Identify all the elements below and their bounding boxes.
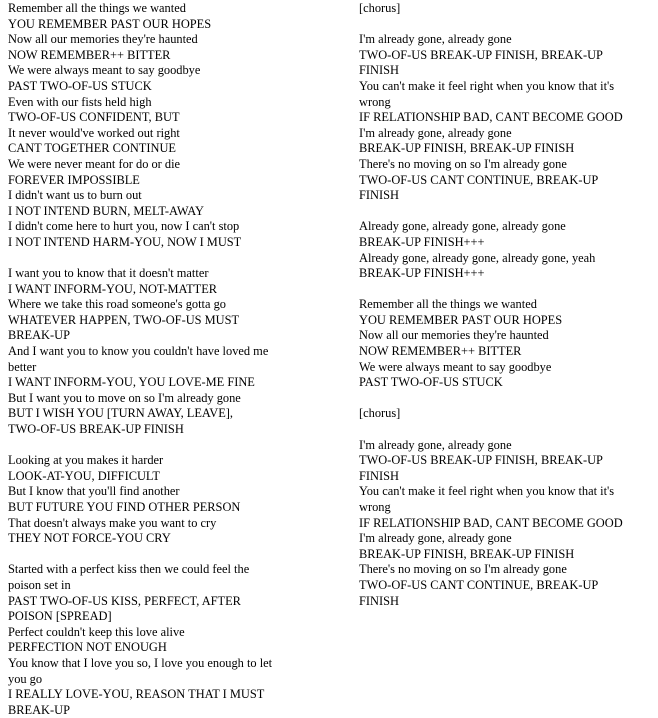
lyric-line: YOU REMEMBER PAST OUR HOPES [359, 312, 563, 327]
stanza-gap [8, 251, 308, 267]
lyric-line: I'm already gone, already gone [359, 125, 512, 140]
lyric-line: I NOT INTEND BURN, MELT-AWAY [8, 203, 204, 218]
lyric-line: I WANT INFORM-YOU, YOU LOVE-ME FINE [8, 375, 255, 390]
lyric-line: TWO-OF-US BREAK-UP FINISH, BREAK-UP [359, 453, 603, 468]
lyric-line: TWO-OF-US BREAK-UP FINISH [8, 422, 184, 437]
stanza-gap [359, 204, 657, 220]
lyric-line: TWO-OF-US CANT CONTINUE, BREAK-UP [359, 172, 599, 187]
lyric-line: LOOK-AT-YOU, DIFFICULT [8, 468, 160, 483]
stanza-gap [8, 547, 308, 563]
lyric-line: wrong [359, 94, 391, 109]
lyric-line: PERFECTION NOT ENOUGH [8, 640, 167, 655]
lyric-line: PAST TWO-OF-US KISS, PERFECT, AFTER [8, 593, 241, 608]
chorus-marker: [chorus] [359, 406, 401, 421]
lyric-line: I didn't come here to hurt you, now I can't stop [8, 219, 240, 234]
stanza-gap [359, 422, 657, 438]
lyric-line: FINISH [359, 468, 399, 483]
lyric-line: THEY NOT FORCE-YOU CRY [8, 531, 171, 546]
lyric-line: There's no moving on so I'm already gone [359, 156, 567, 171]
stanza-gap [8, 438, 308, 454]
lyric-line: PAST TWO-OF-US STUCK [359, 375, 503, 390]
lyric-line: NOW REMEMBER++ BITTER [8, 47, 171, 62]
chorus-marker: [chorus] [359, 1, 401, 15]
lyric-line: I'm already gone, already gone [359, 437, 512, 452]
lyric-line: TWO-OF-US CONFIDENT, BUT [8, 110, 180, 125]
lyric-line: I NOT INTEND HARM-YOU, NOW I MUST [8, 234, 242, 249]
lyrics-left-column [8, 1, 308, 718]
lyric-line: WHATEVER HAPPEN, TWO-OF-US MUST [8, 312, 240, 327]
lyric-line: wrong [359, 500, 391, 514]
lyric-line: That doesn't always make you want to cry [8, 515, 217, 530]
lyric-line: POISON [SPREAD] [8, 609, 112, 624]
lyric-line: BUT I WISH YOU [TURN AWAY, LEAVE], [8, 406, 234, 421]
lyric-line: BREAK-UP FINISH, BREAK-UP FINISH [359, 141, 575, 156]
lyric-line: Already gone, already gone, already gone, yeah [359, 250, 596, 265]
lyric-line: I WANT INFORM-YOU, NOT-MATTER [8, 281, 218, 296]
lyric-line: Started with a perfect kiss then we could feel the [8, 562, 250, 577]
lyric-line: Perfect couldn't keep this love alive [8, 624, 185, 639]
lyric-line: We were never meant for do or die [8, 156, 181, 171]
lyric-line: I'm already gone, already gone [359, 531, 512, 546]
lyric-line: Even with our fists held high [8, 94, 152, 109]
lyric-line: BREAK-UP FINISH, BREAK-UP FINISH [359, 546, 575, 561]
lyric-line: We were always meant to say goodbye [8, 63, 201, 78]
lyric-line: PAST TWO-OF-US STUCK [8, 78, 152, 93]
lyric-line: BREAK-UP FINISH+++ [359, 234, 485, 249]
lyric-line: FINISH [359, 593, 399, 608]
lyric-line: Looking at you makes it harder [8, 453, 164, 468]
lyrics-right-column [359, 1, 657, 609]
lyric-line: FOREVER IMPOSSIBLE [8, 172, 140, 187]
lyric-line: There's no moving on so I'm already gone [359, 562, 567, 577]
lyric-line: BUT FUTURE YOU FIND OTHER PERSON [8, 500, 241, 514]
lyric-line: I'm already gone, already gone [359, 32, 512, 47]
lyric-line: CANT TOGETHER CONTINUE [8, 141, 176, 156]
lyric-line: FINISH [359, 63, 399, 78]
lyric-line: I REALLY LOVE-YOU, REASON THAT I MUST [8, 687, 265, 702]
lyric-line: Remember all the things we wanted [8, 1, 186, 15]
lyric-line: better [8, 359, 37, 374]
lyric-line: We were always meant to say goodbye [359, 359, 552, 374]
lyric-line: BREAK-UP FINISH+++ [359, 266, 485, 281]
lyric-line: I didn't want us to burn out [8, 188, 142, 203]
lyric-line: Already gone, already gone, already gone [359, 219, 566, 234]
lyric-line: you go [8, 671, 43, 686]
lyric-line: It never would've worked out right [8, 125, 180, 140]
lyric-line: But I know that you'll find another [8, 484, 180, 499]
lyric-line: Where we take this road someone's gotta go [8, 297, 226, 312]
stanza-gap [359, 391, 657, 407]
lyric-line: But I want you to move on so I'm already gone [8, 390, 241, 405]
lyric-line: BREAK-UP [8, 702, 70, 717]
lyric-line: You know that I love you so, I love you enough to let [8, 655, 273, 670]
lyric-line: And I want you to know you couldn't have loved me [8, 344, 269, 359]
stanza-gap [359, 282, 657, 298]
lyric-line: BREAK-UP [8, 328, 70, 343]
lyric-line: I want you to know that it doesn't matter [8, 266, 209, 281]
lyric-line: Remember all the things we wanted [359, 297, 537, 312]
lyric-line: Now all our memories they're haunted [359, 328, 549, 343]
lyric-line: FINISH [359, 188, 399, 203]
lyric-line: Now all our memories they're haunted [8, 32, 198, 47]
lyric-line: IF RELATIONSHIP BAD, CANT BECOME GOOD [359, 110, 623, 125]
lyric-line: You can't make it feel right when you know that it's [359, 78, 615, 93]
lyric-line: poison set in [8, 577, 71, 592]
lyric-line: TWO-OF-US BREAK-UP FINISH, BREAK-UP [359, 47, 603, 62]
stanza-gap [359, 17, 657, 33]
lyric-line: You can't make it feel right when you know that it's [359, 484, 615, 499]
lyric-line: TWO-OF-US CANT CONTINUE, BREAK-UP [359, 577, 599, 592]
lyric-line: IF RELATIONSHIP BAD, CANT BECOME GOOD [359, 515, 623, 530]
lyric-line: NOW REMEMBER++ BITTER [359, 344, 522, 359]
lyric-line: YOU REMEMBER PAST OUR HOPES [8, 16, 212, 31]
